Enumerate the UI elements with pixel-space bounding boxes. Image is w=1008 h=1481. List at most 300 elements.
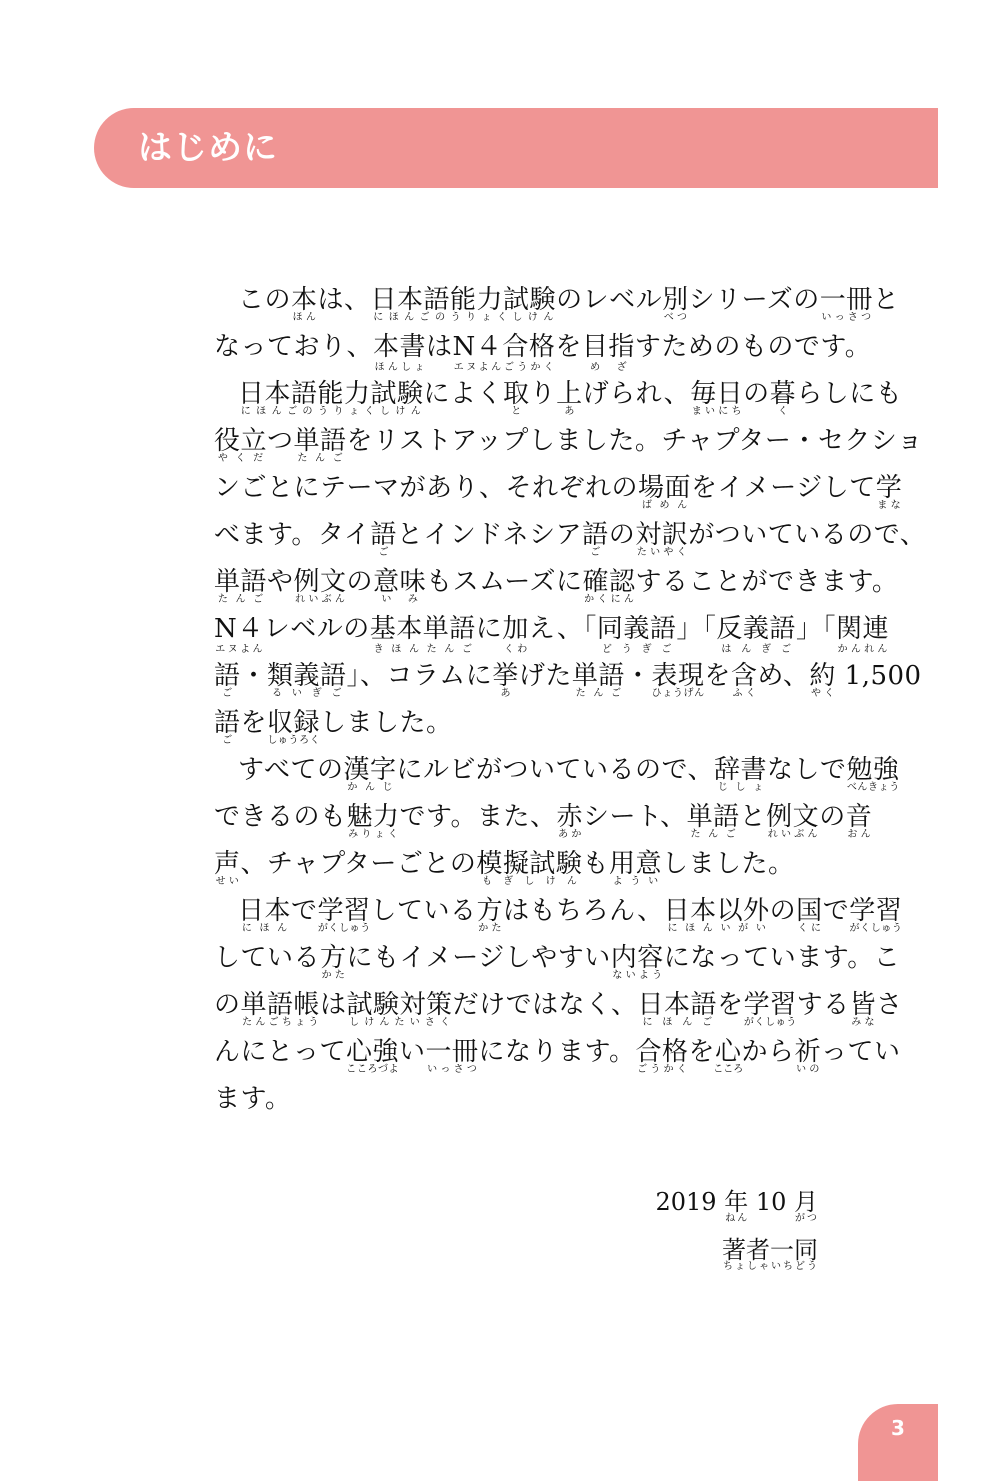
ruby-base: 語 bbox=[370, 520, 397, 550]
ruby-base: 内容 bbox=[610, 943, 664, 973]
text-run: の bbox=[819, 802, 846, 832]
furigana: にほんごのうりょくしけん bbox=[238, 406, 424, 417]
ruby-base: 方 bbox=[320, 943, 347, 973]
furigana: かくにん bbox=[582, 594, 636, 605]
ruby-base: 心強 bbox=[345, 1037, 399, 1067]
ruby-base: 勉強 bbox=[846, 755, 900, 785]
furigana: みな bbox=[849, 1017, 877, 1028]
text-run: 」「 bbox=[795, 614, 836, 644]
ruby-base: 学習 bbox=[317, 896, 371, 926]
text-line bbox=[214, 1030, 901, 1077]
signoff bbox=[518, 1180, 818, 1276]
text-run: の bbox=[608, 520, 636, 550]
furigana: はんぎご bbox=[716, 644, 796, 655]
text-line bbox=[214, 748, 900, 795]
text-run: は bbox=[320, 990, 347, 1020]
ruby-word bbox=[476, 849, 583, 887]
furigana: がくしゅう bbox=[743, 1017, 797, 1028]
ruby-base: 声 bbox=[214, 849, 241, 879]
ruby-base: 場面 bbox=[638, 473, 692, 503]
signoff-date bbox=[518, 1180, 818, 1228]
ruby-base: 確認 bbox=[582, 567, 636, 597]
ruby-word bbox=[638, 473, 692, 511]
ruby-word bbox=[214, 708, 241, 746]
furigana: たんご bbox=[571, 688, 625, 699]
text-run: をリストアップしました。チャプター・セクショ bbox=[346, 426, 924, 456]
ruby-base: 目指 bbox=[581, 332, 635, 362]
ruby-word bbox=[293, 567, 347, 605]
ruby-base: 日本以外 bbox=[663, 896, 770, 926]
text-run: シート、 bbox=[582, 802, 687, 832]
text-run: の bbox=[769, 896, 797, 926]
ruby-base: 合格 bbox=[502, 332, 556, 362]
furigana: ごうかく bbox=[502, 362, 556, 373]
furigana: ばめん bbox=[638, 500, 692, 511]
ruby-base: 関連 bbox=[835, 614, 889, 644]
furigana: しゅうろく bbox=[267, 735, 321, 746]
furigana: あ bbox=[556, 406, 583, 417]
ruby-word bbox=[373, 567, 427, 605]
ruby-word bbox=[769, 379, 797, 417]
text-line bbox=[214, 842, 820, 889]
furigana: たんご bbox=[293, 453, 347, 464]
text-run: 2019 bbox=[655, 1188, 725, 1216]
text-run: しました。 bbox=[661, 849, 795, 879]
text-run: によく bbox=[423, 379, 504, 409]
ruby-word bbox=[835, 614, 889, 655]
ruby-base: 日本 bbox=[238, 896, 292, 926]
furigana: たいやく bbox=[635, 547, 689, 558]
ruby-word bbox=[690, 379, 744, 417]
ruby-base: 方 bbox=[476, 896, 504, 926]
ruby-base: 年 bbox=[724, 1188, 749, 1216]
ruby-word bbox=[582, 567, 636, 605]
text-run: にもイメージしやすい bbox=[346, 943, 611, 973]
ruby-word bbox=[662, 285, 689, 323]
text-run: ます。 bbox=[214, 1084, 292, 1114]
ruby-word bbox=[809, 661, 836, 699]
text-run: すべての bbox=[238, 755, 344, 785]
text-run: をイメージして bbox=[691, 473, 876, 503]
ruby-word bbox=[686, 802, 740, 840]
ruby-base: 約 bbox=[809, 661, 836, 691]
ruby-base: 同義語 bbox=[596, 614, 677, 644]
furigana: みりょく bbox=[346, 829, 400, 840]
ruby-word bbox=[582, 520, 609, 558]
furigana: たんごちょう bbox=[240, 1017, 321, 1028]
ruby-word bbox=[476, 896, 504, 934]
ruby-base: 役立 bbox=[214, 426, 268, 456]
ruby-word bbox=[716, 614, 796, 655]
ruby-word bbox=[267, 661, 347, 699]
text-run: に bbox=[475, 614, 503, 644]
text-run: 」「 bbox=[676, 614, 717, 644]
ruby-word bbox=[651, 661, 705, 699]
text-run: を bbox=[717, 990, 744, 1020]
ruby-base: 模擬試験 bbox=[476, 849, 583, 879]
ruby-base: 辞書 bbox=[713, 755, 767, 785]
text-run: とインドネシア bbox=[396, 520, 583, 550]
ruby-word bbox=[238, 896, 292, 934]
text-run: め、 bbox=[757, 661, 810, 691]
ruby-base: 加 bbox=[502, 614, 529, 644]
ruby-base: 赤 bbox=[556, 802, 583, 832]
ruby-base: 語 bbox=[582, 520, 609, 550]
ruby-word bbox=[425, 1037, 479, 1075]
text-line bbox=[214, 278, 900, 325]
ruby-base: 上 bbox=[556, 379, 583, 409]
ruby-word bbox=[502, 614, 529, 655]
ruby-base: 本書 bbox=[373, 332, 427, 362]
furigana: ごうかく bbox=[635, 1064, 689, 1075]
furigana: くわ bbox=[502, 644, 529, 655]
text-run: で bbox=[291, 896, 318, 926]
text-run: のレベル bbox=[556, 285, 663, 315]
ruby-word bbox=[214, 567, 268, 605]
furigana: く bbox=[769, 406, 797, 417]
text-line bbox=[214, 889, 903, 936]
ruby-base: 取 bbox=[503, 379, 530, 409]
text-line bbox=[214, 325, 872, 373]
furigana: ご bbox=[214, 688, 241, 699]
furigana: あか bbox=[556, 829, 583, 840]
paragraph bbox=[214, 278, 900, 373]
text-run: は、 bbox=[317, 285, 371, 315]
text-line bbox=[214, 607, 889, 655]
furigana: ふく bbox=[730, 688, 758, 699]
ruby-word bbox=[637, 990, 718, 1028]
text-line bbox=[214, 654, 922, 701]
ruby-base: 対訳 bbox=[635, 520, 689, 550]
ruby-word bbox=[556, 802, 583, 840]
ruby-base: 収録 bbox=[267, 708, 321, 738]
ruby-word bbox=[317, 896, 371, 934]
text-run: レベルの bbox=[263, 614, 370, 644]
text-run: 10 bbox=[748, 1188, 794, 1216]
furigana: エヌよん bbox=[452, 362, 503, 373]
furigana: れいぶん bbox=[766, 829, 820, 840]
ruby-base: 基本単語 bbox=[369, 614, 476, 644]
ruby-base: 語 bbox=[214, 708, 241, 738]
ruby-word bbox=[214, 849, 241, 887]
text-run: だけではなく、 bbox=[452, 990, 638, 1020]
ruby-word bbox=[875, 473, 903, 511]
furigana: べつ bbox=[662, 312, 689, 323]
text-line bbox=[214, 560, 899, 607]
furigana: エヌよん bbox=[214, 644, 264, 655]
text-run: する bbox=[796, 990, 850, 1020]
text-run: げられ、 bbox=[582, 379, 691, 409]
text-run: ・ bbox=[240, 661, 268, 691]
ruby-base: 日本語 bbox=[637, 990, 718, 1020]
furigana: いっさつ bbox=[819, 312, 873, 323]
ruby-base: 類義語 bbox=[267, 661, 347, 691]
furigana: かんれん bbox=[835, 644, 889, 655]
ruby-base: N４ bbox=[214, 614, 264, 644]
ruby-word bbox=[369, 614, 476, 655]
ruby-base: 月 bbox=[794, 1188, 818, 1216]
text-run: にルビがついているので、 bbox=[396, 755, 714, 785]
text-run: を bbox=[555, 332, 582, 362]
furigana: たんご bbox=[686, 829, 740, 840]
ruby-word bbox=[849, 990, 877, 1028]
ruby-word bbox=[240, 990, 321, 1028]
ruby-base: 毎日 bbox=[690, 379, 744, 409]
ruby-word bbox=[452, 332, 503, 373]
text-line bbox=[214, 795, 873, 842]
paragraph bbox=[214, 889, 903, 1124]
furigana: たんご bbox=[214, 594, 267, 605]
text-run: になっています。こ bbox=[663, 943, 901, 973]
furigana: にほんごのうりょくしけん bbox=[370, 312, 557, 323]
furigana: べんきょう bbox=[846, 782, 900, 793]
furigana: しけんたいさく bbox=[346, 1017, 453, 1028]
text-run: になります。 bbox=[478, 1037, 636, 1067]
furigana: と bbox=[503, 406, 530, 417]
ruby-base: 合格 bbox=[635, 1037, 689, 1067]
text-line bbox=[214, 419, 924, 466]
ruby-base: 単語 bbox=[214, 567, 268, 597]
furigana: ご bbox=[582, 547, 609, 558]
ruby-base: 単語 bbox=[571, 661, 625, 691]
ruby-base: 心 bbox=[713, 1037, 744, 1067]
text-run: と bbox=[739, 802, 767, 832]
text-line bbox=[214, 701, 820, 748]
ruby-base: 日本語能力試験 bbox=[238, 379, 424, 409]
ruby-word bbox=[343, 755, 397, 793]
text-line bbox=[214, 513, 927, 560]
text-run: しました。 bbox=[320, 708, 453, 738]
ruby-word bbox=[492, 661, 519, 699]
text-run: らしにも bbox=[796, 379, 903, 409]
ruby-word bbox=[608, 849, 662, 887]
text-run: できるのも bbox=[214, 802, 347, 832]
page-title: はじめに bbox=[138, 128, 278, 168]
ruby-word bbox=[370, 285, 557, 323]
ruby-base: 用意 bbox=[608, 849, 662, 879]
text-run: と bbox=[872, 285, 900, 315]
text-run: もスムーズに bbox=[426, 567, 583, 597]
text-run: 」、コラムに bbox=[346, 661, 493, 691]
ruby-base: 一冊 bbox=[819, 285, 873, 315]
ruby-base: 魅力 bbox=[346, 802, 400, 832]
text-run: の bbox=[214, 990, 241, 1020]
ruby-word bbox=[571, 661, 625, 699]
text-run: つ bbox=[267, 426, 294, 456]
text-run: の bbox=[346, 567, 374, 597]
paragraph bbox=[214, 748, 900, 889]
furigana: いみ bbox=[373, 594, 427, 605]
furigana: いっさつ bbox=[425, 1064, 479, 1075]
ruby-word bbox=[346, 990, 453, 1028]
ruby-word bbox=[214, 426, 268, 464]
ruby-word bbox=[635, 520, 689, 558]
text-line bbox=[214, 372, 903, 419]
ruby-word bbox=[713, 755, 767, 793]
ruby-base: 例文 bbox=[293, 567, 347, 597]
ruby-base: 学 bbox=[875, 473, 903, 503]
furigana: やくだ bbox=[214, 453, 267, 464]
furigana: にほんご bbox=[637, 1017, 718, 1028]
text-run: はもちろん、 bbox=[503, 896, 664, 926]
text-run: すためのものです。 bbox=[634, 332, 872, 362]
furigana: こころづよ bbox=[345, 1064, 399, 1075]
text-run: い bbox=[399, 1037, 426, 1067]
ruby-word bbox=[819, 285, 873, 323]
ruby-base: 皆 bbox=[849, 990, 877, 1020]
text-line bbox=[214, 1077, 820, 1124]
ruby-base: 挙 bbox=[492, 661, 519, 691]
text-run: している bbox=[214, 943, 321, 973]
ruby-base: 学習 bbox=[849, 896, 903, 926]
furigana: どうぎご bbox=[596, 644, 677, 655]
text-run: 1,500 bbox=[835, 661, 922, 691]
text-run: げた bbox=[518, 661, 572, 691]
ruby-base: 別 bbox=[662, 285, 689, 315]
furigana: まいにち bbox=[690, 406, 744, 417]
furigana: るいぎご bbox=[267, 688, 347, 699]
ruby-word bbox=[346, 802, 400, 840]
furigana: かた bbox=[320, 970, 347, 981]
ruby-word bbox=[291, 285, 318, 323]
ruby-base: 語 bbox=[214, 661, 241, 691]
furigana: いの bbox=[794, 1064, 822, 1075]
furigana: ほんしょ bbox=[373, 362, 427, 373]
ruby-base: 単語 bbox=[293, 426, 347, 456]
ruby-base: 日本語能力試験 bbox=[370, 285, 557, 315]
text-run: です。また、 bbox=[399, 802, 557, 832]
ruby-word bbox=[345, 1037, 399, 1075]
ruby-word bbox=[238, 379, 424, 417]
furigana: ねん bbox=[724, 1213, 749, 1224]
ruby-word bbox=[846, 755, 900, 793]
text-line bbox=[214, 466, 903, 513]
furigana: あ bbox=[492, 688, 519, 699]
ruby-base: 暮 bbox=[769, 379, 797, 409]
ruby-base: 本 bbox=[291, 285, 318, 315]
ruby-word bbox=[849, 896, 903, 934]
furigana: やく bbox=[809, 688, 836, 699]
ruby-base: 単語 bbox=[686, 802, 740, 832]
text-run: の bbox=[743, 379, 770, 409]
ruby-base: 学習 bbox=[743, 990, 797, 1020]
furigana: ご bbox=[370, 547, 397, 558]
text-run: シリーズの bbox=[688, 285, 820, 315]
ruby-word bbox=[267, 708, 321, 746]
ruby-word bbox=[214, 614, 264, 655]
text-run: から bbox=[741, 1037, 795, 1067]
text-run: も bbox=[582, 849, 609, 879]
text-run: を bbox=[704, 661, 731, 691]
ruby-base: 国 bbox=[796, 896, 823, 926]
ruby-word bbox=[581, 332, 635, 373]
page-number: 3 bbox=[891, 1416, 905, 1440]
text-run: ンごとにテーマがあり、それぞれの bbox=[214, 473, 639, 503]
furigana: れいぶん bbox=[293, 594, 347, 605]
furigana: おん bbox=[845, 829, 873, 840]
furigana: めざ bbox=[581, 362, 635, 373]
furigana: くに bbox=[796, 923, 823, 934]
ruby-word bbox=[214, 661, 241, 699]
ruby-word bbox=[502, 332, 556, 373]
text-run: を bbox=[240, 708, 268, 738]
furigana: がつ bbox=[794, 1213, 818, 1224]
furigana: がくしゅう bbox=[849, 923, 903, 934]
ruby-base: 著者一同 bbox=[722, 1236, 818, 1264]
ruby-base: 意味 bbox=[373, 567, 427, 597]
furigana: もぎしけん bbox=[476, 876, 583, 887]
ruby-word bbox=[743, 990, 797, 1028]
ruby-word bbox=[796, 896, 823, 934]
text-run: なしで bbox=[767, 755, 847, 785]
ruby-word bbox=[663, 896, 770, 934]
text-run: さ bbox=[876, 990, 903, 1020]
text-run: がついているので、 bbox=[688, 520, 927, 550]
ruby-word bbox=[794, 1188, 818, 1224]
text-run: ・ bbox=[624, 661, 652, 691]
text-run: なっており、 bbox=[214, 332, 374, 362]
text-run: することができます。 bbox=[635, 567, 899, 597]
paragraph bbox=[214, 372, 927, 748]
text-run: べます。タイ bbox=[214, 520, 371, 550]
ruby-word bbox=[722, 1236, 818, 1272]
text-run: ってい bbox=[821, 1037, 901, 1067]
furigana: ご bbox=[214, 735, 241, 746]
furigana: ないよう bbox=[610, 970, 664, 981]
ruby-base: 祈 bbox=[794, 1037, 822, 1067]
furigana: かんじ bbox=[343, 782, 397, 793]
ruby-word bbox=[370, 520, 397, 558]
furigana: ようい bbox=[608, 876, 662, 887]
furigana: ほん bbox=[291, 312, 318, 323]
ruby-word bbox=[610, 943, 664, 981]
ruby-word bbox=[713, 1037, 744, 1075]
furigana: がくしゅう bbox=[317, 923, 371, 934]
ruby-base: N４ bbox=[452, 332, 503, 362]
text-run: え、「 bbox=[528, 614, 597, 644]
ruby-word bbox=[556, 379, 583, 417]
ruby-word bbox=[503, 379, 530, 417]
furigana: にほん bbox=[238, 923, 291, 934]
ruby-word bbox=[596, 614, 677, 655]
furigana: にほんいがい bbox=[663, 923, 770, 934]
ruby-base: 試験対策 bbox=[346, 990, 453, 1020]
furigana: まな bbox=[875, 500, 903, 511]
furigana: こころ bbox=[713, 1064, 744, 1075]
ruby-word bbox=[320, 943, 347, 981]
ruby-base: 単語帳 bbox=[240, 990, 321, 1020]
ruby-word bbox=[766, 802, 820, 840]
text-run: り bbox=[529, 379, 557, 409]
text-run: している bbox=[370, 896, 477, 926]
text-run: この bbox=[238, 285, 292, 315]
ruby-base: 例文 bbox=[766, 802, 820, 832]
furigana: ちょしゃいちどう bbox=[722, 1261, 818, 1272]
ruby-base: 表現 bbox=[651, 661, 705, 691]
text-line bbox=[214, 936, 901, 983]
ruby-base: 反義語 bbox=[716, 614, 796, 644]
furigana: せい bbox=[214, 876, 241, 887]
ruby-word bbox=[845, 802, 873, 840]
text-run: で bbox=[822, 896, 850, 926]
furigana: かた bbox=[476, 923, 504, 934]
ruby-word bbox=[293, 426, 347, 464]
furigana: ひょうげん bbox=[651, 688, 705, 699]
furigana: じしょ bbox=[713, 782, 767, 793]
ruby-word bbox=[730, 661, 758, 699]
furigana: きほんたんご bbox=[369, 644, 476, 655]
ruby-word bbox=[635, 1037, 689, 1075]
